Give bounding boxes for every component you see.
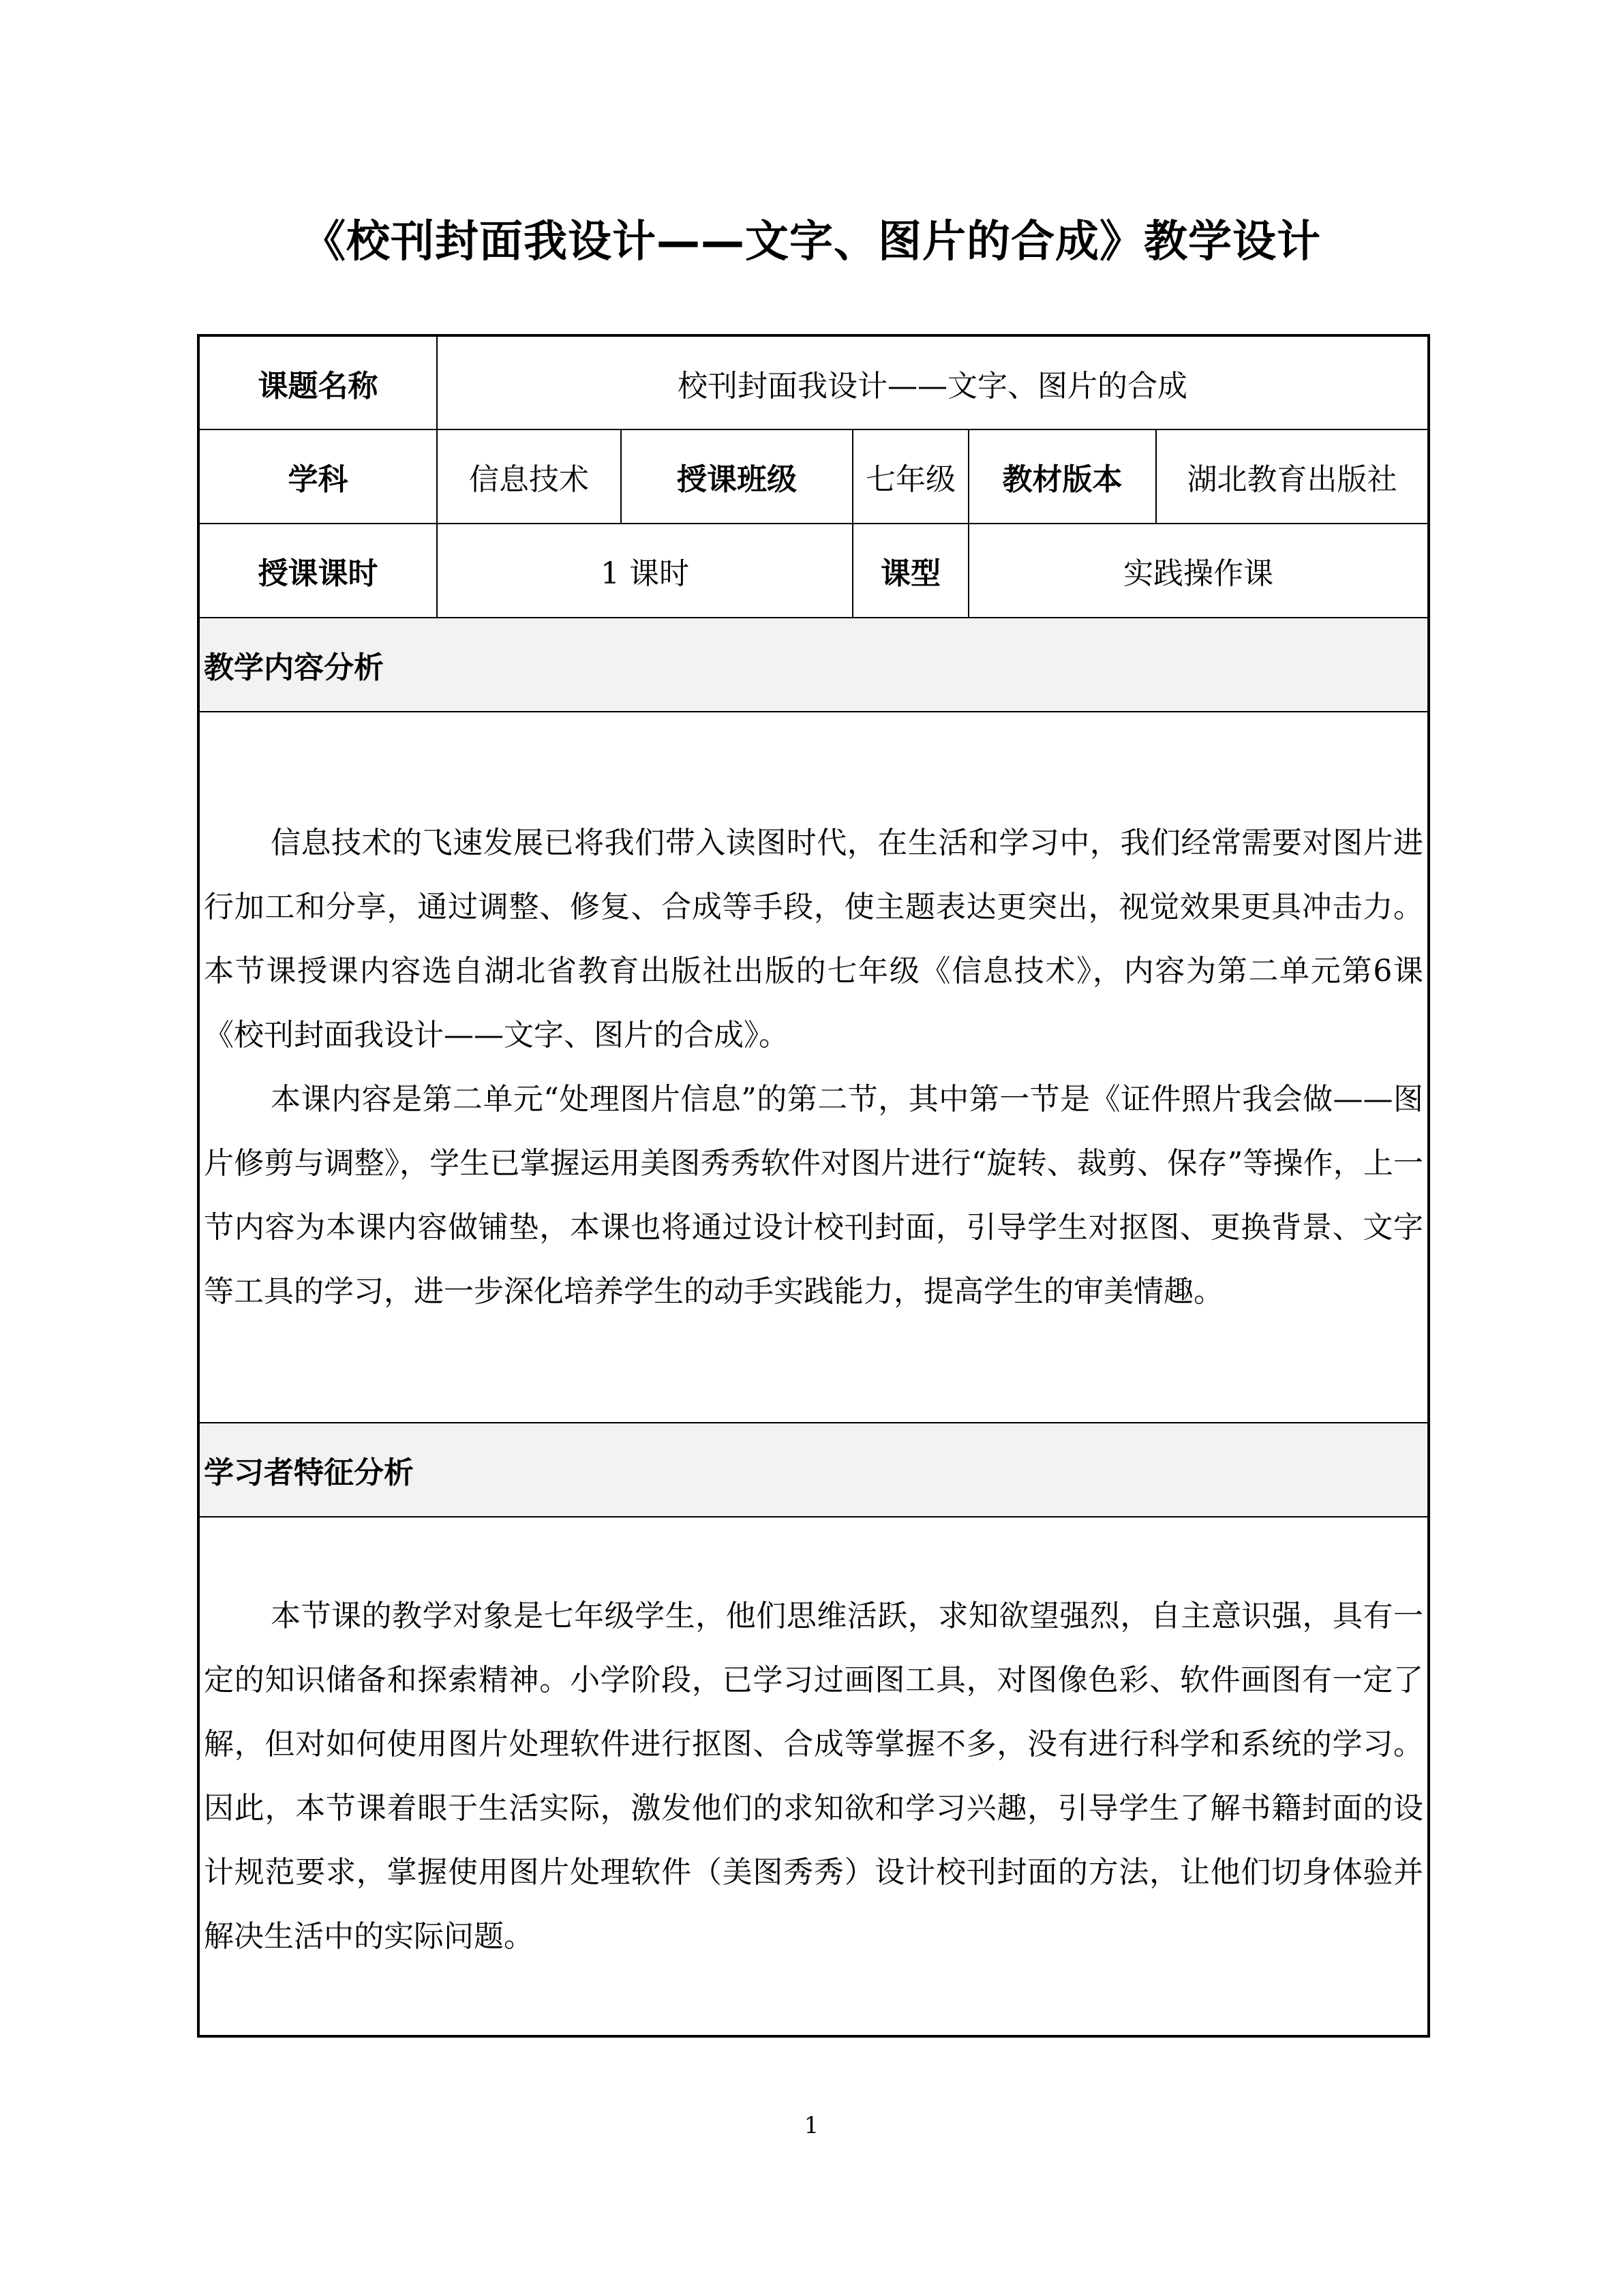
topic-value: 校刊封面我设计——文字、图片的合成 — [437, 335, 1429, 429]
section-heading-row — [198, 618, 1429, 712]
section-body-row — [198, 1517, 1429, 2036]
section-body-learner-analysis — [198, 1517, 1429, 2036]
hours-value: 1 课时 — [437, 524, 853, 618]
paragraph: 本节课的教学对象是七年级学生，他们思维活跃，求知欲望强烈，自主意识强，具有一定的知识储备和探索精神。小学阶段，已学习过画图工具，对图像色彩、软件画图有一定了解，但对如何使用图片处理软件进行抠图、合成等掌握不多，没有进行科学和系统的学习。因此，本节课着眼于生活实际，激发他们的求知欲和学习兴趣，引导学生了解书籍封面的设计规范要求，掌握使用图片处理软件（美图秀秀）设计校刊封面的方法，让他们切身体验并解决生活中的实际问题。 — [204, 1598, 1424, 1954]
lesson-info-table — [197, 334, 1430, 2038]
section-heading-row — [198, 1423, 1429, 1517]
section-body-row — [198, 712, 1429, 1423]
topic-row — [198, 335, 1429, 429]
subject-row — [198, 429, 1429, 524]
section-body-content-analysis — [198, 712, 1429, 1423]
document-title: 《校刊封面我设计——文字、图片的合成》教学设计 — [302, 217, 1321, 267]
section-heading-learner-analysis: 学习者特征分析 — [198, 1423, 1429, 1517]
hours-row — [198, 524, 1429, 618]
subject-value: 信息技术 — [437, 429, 621, 524]
page-number: 1 — [804, 2112, 819, 2139]
subject-label: 学科 — [198, 429, 437, 524]
paragraph: 信息技术的飞速发展已将我们带入读图时代，在生活和学习中，我们经常需要对图片进行加工和分享，通过调整、修复、合成等手段，使主题表达更突出，视觉效果更具冲击力。本节课授课内容选自湖北省教育出版社出版的七年级《信息技术》，内容为第二单元第6课《校刊封面我设计——文字、图片的合成》。 — [204, 825, 1424, 1053]
section-heading-content-analysis: 教学内容分析 — [198, 618, 1429, 712]
class-label: 授课班级 — [621, 429, 853, 524]
type-label: 课型 — [853, 524, 969, 618]
topic-label: 课题名称 — [198, 335, 437, 429]
edition-label: 教材版本 — [969, 429, 1156, 524]
edition-value: 湖北教育出版社 — [1156, 429, 1429, 524]
type-value: 实践操作课 — [969, 524, 1429, 618]
paragraph: 本课内容是第二单元“处理图片信息”的第二节，其中第一节是《证件照片我会做——图片修剪与调整》，学生已掌握运用美图秀秀软件对图片进行“旋转、裁剪、保存”等操作，上一节内容为本课内容做铺垫，本课也将通过设计校刊封面，引导学生对抠图、更换背景、文字等工具的学习，进一步深化培养学生的动手实践能力，提高学生的审美情趣。 — [204, 1081, 1424, 1309]
class-value: 七年级 — [853, 429, 969, 524]
hours-label: 授课课时 — [198, 524, 437, 618]
